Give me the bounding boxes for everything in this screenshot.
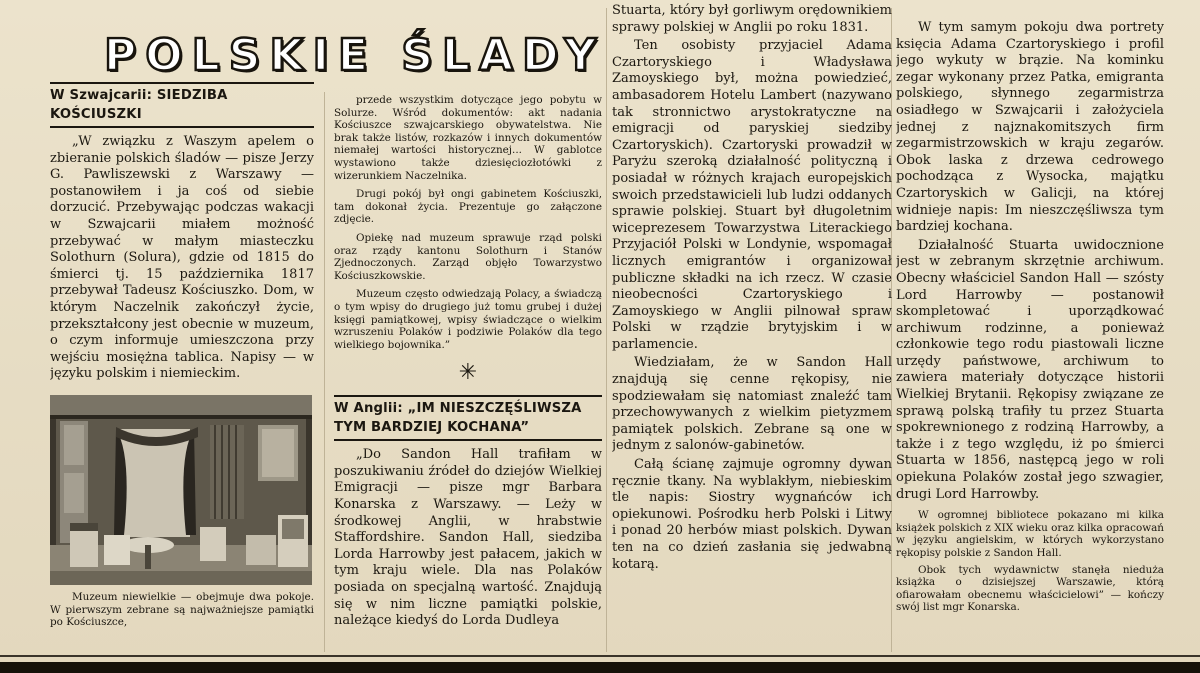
- article-paragraph: Ten osobisty przyjaciel Adama Czartoryskiego i Władysława Zamoyskiego był, można powiedzieć, ambasadorem Hotelu Lambert (nazywano tak stronnictwo arystokratyczne na emigracji od paryskiej siedziby Czartoryskich). Czartoryski prowadził w Paryżu szeroką działalność polityczną i posiadał w różnych krajach europejskich swoich przedstawicieli lub ludzi oddanych sprawie polskiej. Stuart był długoletnim wiceprezesem Towarzystwa Literackiego Przyjaciół Polski w Londynie, wspomagał licznych emigrantów i organizował publiczne składki na ich rzecz. W czasie nieobecności Czartoryskiego i Zamoyskiego w Anglii pilnował spraw Polski w rządzie brytyjskim i w parlamencie.: [612, 38, 892, 352]
- page-title: POLSKIE ŚLADY: [104, 30, 606, 81]
- article-paragraph: „Do Sandon Hall trafiłam w poszukiwaniu źródeł do dziejów Wielkiej Emigracji — pisze mgr Barbara Konarska z Warszawy. — Leży w środkowej Anglii, w hrabstwie Staffordshire. Sandon Hall, siedziba Lorda Harrowby jest pałacem, jakich w tym kraju wiele. Dla nas Polaków posiada on specjalną wartość. Znajdują się w nim liczne pamiątki polskie, należące kiedyś do Lorda Dudleya: [334, 447, 602, 629]
- section-heading-switzerland: W Szwajcarii: SIEDZIBA KOŚCIUSZKI: [50, 82, 314, 128]
- article-paragraph: Wiedziałam, że w Sandon Hall znajdują się cenne rękopisy, nie spodziewałam się natomiast znaleźć tam przechowywanych z wielkim pietyzmem pamiątek polskich. Zebrane są one w jednym z salonów-gabinetów.: [612, 355, 892, 454]
- article-paragraph: Opiekę nad muzeum sprawuje rząd polski oraz rządy kantonu Solothurn i Stanów Zjednoczonych. Zarząd objęło Towarzystwo Kościuszkowskie.: [334, 231, 602, 282]
- column-3: [612, 3, 892, 573]
- article-paragraph: Stuarta, który był gorliwym orędownikiem sprawy polskiej w Anglii po roku 1831.: [612, 3, 892, 35]
- article-paragraph: Drugi pokój był ongi gabinetem Kościuszki, tam dokonał życia. Prezentuje go załączone zdjęcie.: [334, 188, 602, 226]
- section-heading-england: W Anglii: „IM NIESZCZĘŚLIWSZA TYM BARDZIEJ KOCHANA”: [334, 395, 602, 441]
- bottom-border: [0, 662, 1200, 673]
- article-paragraph: W tym samym pokoju dwa portrety księcia Adama Czartoryskiego i profil jego wykuty w brązie. Na kominku zegar wykonany przez Patka, emigranta polskiego, słynnego zegarmistrza osiadłego w Szwajcarii i założyciela jednej z najznakomitszych firm zegarmistrzowskich w kraju zegarów. Obok laska z drzewa cedrowego pochodząca z Wysocka, majątku Czartoryskich w Galicji, na której widnieje napis: Im nieszczęśliwsza tym bardziej kochana.: [896, 20, 1164, 235]
- column-divider: [324, 92, 325, 652]
- column-4: [896, 20, 1164, 614]
- bottom-rule: [0, 655, 1200, 657]
- asterisk-separator-icon: ✳: [458, 360, 478, 386]
- article-paragraph: Obok tych wydawnictw stanęła nieduża książka o dzisiejszej Warszawie, którą ofiarowałam obecnemu właścicielowi” — kończy swój list mgr Konarska.: [896, 563, 1164, 614]
- article-paragraph: „W związku z Waszym apelem o zbieranie polskich śladów — pisze Jerzy G. Pawliszewski z Warszawy — postanowiłem i ja coś od siebie dorzucić. Przebywając podczas wakacji w Szwajcarii miałem możność przebywać w małym miasteczku Solothurn (Solura), gdzie od 1815 do śmierci tj. 15 października 1817 przebywał Tadeusz Kościuszko. Dom, w którym Naczelnik zakończył życie, przekształcony jest obecnie w muzeum, o czym informuje umieszczona przy wejściu mosiężna tablica. Napisy — w języku polskim i niemieckim.: [50, 134, 314, 382]
- column-divider: [606, 8, 607, 652]
- article-paragraph: W ogromnej bibliotece pokazano mi kilka książek polskich z XIX wieku oraz kilka opracowań w języku angielskim, w których wykorzystano rękopisy polskie z Sandon Hall.: [896, 509, 1164, 559]
- article-paragraph: Całą ścianę zajmuje ogromny dywan ręcznie tkany. Na wyblakłym, niebieskim tle napis: Siostry wygnańców ich opiekunowi. Pośrodku herb Polski i Litwy i ponad 20 herbów miast polskich. Dywan ten na co dzień zasłania się jedwabną kotarą.: [612, 457, 892, 572]
- museum-photo: [50, 395, 312, 585]
- article-paragraph: Działalność Stuarta uwidocznione jest w zebranym skrzętnie archiwum. Obecny właściciel Sandon Hall — szósty Lord Harrowby — postanowił skompletować i uporządkować archiwum rodzinne, a ponieważ członkowie tego rodu piastowali liczne urzędy państwowe, archiwum to zawiera materiały dotyczące historii Wielkiej Brytanii. Rękopisy związane ze sprawą polską trafiły tu przez Stuarta spokrewnionego z rodziną Harrowby, a także i z tego względu, iż po śmierci Stuarta w 1856, następcą jego w roli opiekuna Polaków został jego szwagier, drugi Lord Harrowby.: [896, 237, 1164, 502]
- column-1: [50, 82, 314, 629]
- column-2: [334, 94, 602, 630]
- photo-caption: Muzeum niewielkie — obejmuje dwa pokoje. W pierwszym zebrane są najważniejsze pamiątki po Kościuszce,: [50, 590, 314, 629]
- article-paragraph: przede wszystkim dotyczące jego pobytu w Solurze. Wśród dokumentów: akt nadania Kościuszce szwajcarskiego obywatelstwa. Nie brak także listów, rozkazów i innych dokumentów niemałej wartości historycznej... W gablotce wystawiono także dziesięciozłotówki z wizerunkiem Naczelnika.: [334, 94, 602, 182]
- article-paragraph: Muzeum często odwiedzają Polacy, a świadczą o tym wpisy do drugiego już tomu grubej i dużej księgi pamiątkowej, wpisy świadczące o wielkim wzruszeniu Polaków i podziwie Polaków dla tego wielkiego bojownika.”: [334, 288, 602, 351]
